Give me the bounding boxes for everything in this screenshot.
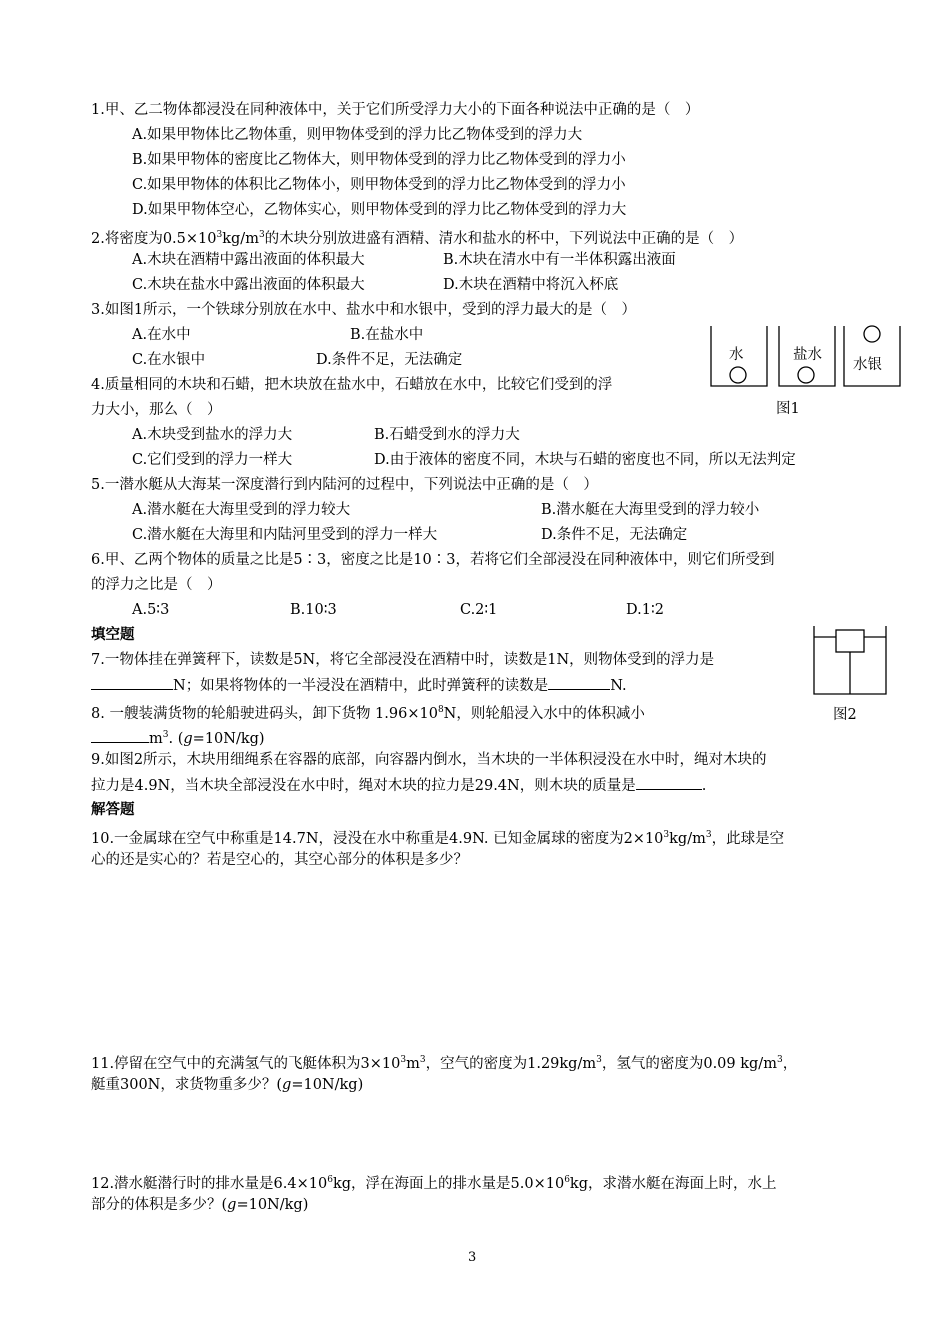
q6-option-d: D.1∶2 <box>626 602 664 618</box>
figure-2-container <box>810 622 890 698</box>
q6-option-c: C.2∶1 <box>460 602 498 618</box>
q2-option-a: A.木块在酒精中露出液面的体积最大 <box>132 252 365 268</box>
q6-option-b: B.10∶3 <box>290 602 337 618</box>
fig2-caption: 图2 <box>833 707 857 723</box>
q2-stem: 2.将密度为$0.5\times 10^3kg/m^3$的木块分别放进盛有酒精、清水和盐水的杯中，下列说法中正确的是（ ） <box>91 230 744 247</box>
q7-line2: N；如果将物体的一半浸没在酒精中，此时弹簧秤的读数是 N. <box>91 676 627 695</box>
q10-line1: 10.一金属球在空气中称重是14.7N，浸没在水中称重是4.9N. 已知金属球的密度为$2\times 10^3kg/m^3$，此球是空 <box>91 830 785 847</box>
q1-stem: 1.甲、乙二物体都浸没在同种液体中，关于它们所受浮力大小的下面各种说法中正确的是（ ） <box>91 102 700 118</box>
q6-option-a: A.5∶3 <box>132 602 170 618</box>
q7-blank-2[interactable] <box>548 676 610 690</box>
q11-line1: 11.停留在空气中的充满氢气的飞艇体积为$3\times 10^3m^3$，空气的密度为$1.29kg/m^3$，氢气的密度为0.09 $kg/m^3$， <box>91 1055 798 1072</box>
q5-option-b: B.潜水艇在大海里受到的浮力较小 <box>541 502 760 518</box>
fig1-label-water: 水 <box>729 347 744 363</box>
q3-option-c: C.在水银中 <box>132 352 206 368</box>
q6-stem-line2: 的浮力之比是（ ） <box>91 577 222 593</box>
q3-option-d: D.条件不足，无法确定 <box>316 352 463 368</box>
fig1-label-mercury: 水银 <box>853 357 882 373</box>
q4-option-a: A.木块受到盐水的浮力大 <box>132 427 293 443</box>
q2-option-d: D.木块在酒精中将沉入杯底 <box>443 277 619 293</box>
section-solve-heading: 解答题 <box>91 802 135 818</box>
q8-blank[interactable] <box>91 729 149 743</box>
q4-stem-line2: 力大小，那么（ ） <box>91 402 222 418</box>
q2-option-c: C.木块在盐水中露出液面的体积最大 <box>132 277 365 293</box>
q3-option-a: A.在水中 <box>132 327 191 343</box>
q4-option-b: B.石蜡受到水的浮力大 <box>374 427 520 443</box>
q1-option-a: A.如果甲物体比乙物体重，则甲物体受到的浮力比乙物体受到的浮力大 <box>132 127 583 143</box>
q4-option-d: D.由于液体的密度不同，木块与石蜡的密度也不同，所以无法判定 <box>374 452 796 468</box>
q6-stem-line1: 6.甲、乙两个物体的质量之比是5∶3，密度之比是10∶3，若将它们全部浸没在同种液体中，则它们所受到 <box>91 552 775 568</box>
q8-line1: 8. 一艘装满货物的轮船驶进码头，卸下货物 $1.96\times 10^8N$，则轮船浸入水中的体积减小 <box>91 705 645 722</box>
q5-stem: 5.一潜水艇从大海某一深度潜行到内陆河的过程中，下列说法中正确的是（ ） <box>91 477 598 493</box>
q7-line1: 7.一物体挂在弹簧秤下，读数是5N，将它全部浸没在酒精中时，读数是1N，则物体受到的浮力是 <box>91 652 715 668</box>
q5-option-a: A.潜水艇在大海里受到的浮力较大 <box>132 502 351 518</box>
q3-option-b: B.在盐水中 <box>350 327 424 343</box>
q7-blank-1[interactable] <box>91 676 173 690</box>
q8-line2: $m^3$. (g=10N/kg) <box>91 726 265 748</box>
page-number: 3 <box>468 1250 477 1265</box>
section-fill-heading: 填空题 <box>91 627 135 643</box>
q12-line2: 部分的体积是多少？(g=10N/kg) <box>91 1197 309 1213</box>
fig1-caption: 图1 <box>776 401 800 417</box>
q4-stem-line1: 4.质量相同的木块和石蜡，把木块放在盐水中，石蜡放在水中，比较它们受到的浮 <box>91 377 613 393</box>
q9-line2: 拉力是4.9N，当木块全部浸没在水中时，绳对木块的拉力是29.4N，则木块的质量是 . <box>91 778 707 794</box>
q1-option-d: D.如果甲物体空心，乙物体实心，则甲物体受到的浮力比乙物体受到的浮力大 <box>132 202 627 218</box>
q1-option-b: B.如果甲物体的密度比乙物体大，则甲物体受到的浮力比乙物体受到的浮力小 <box>132 152 626 168</box>
q5-option-c: C.潜水艇在大海里和内陆河里受到的浮力一样大 <box>132 527 438 543</box>
q5-option-d: D.条件不足，无法确定 <box>541 527 688 543</box>
q3-stem: 3.如图1所示，一个铁球分别放在水中、盐水中和水银中，受到的浮力最大的是（ ） <box>91 302 637 318</box>
q9-line1: 9.如图2所示，木块用细绳系在容器的底部，向容器内倒水，当木块的一半体积浸没在水中时，绳对木块的 <box>91 752 767 768</box>
q9-blank[interactable] <box>636 776 702 790</box>
q1-option-c: C.如果甲物体的体积比乙物体小，则甲物体受到的浮力比乙物体受到的浮力小 <box>132 177 626 193</box>
q10-line2: 心的还是实心的？若是空心的，其空心部分的体积是多少？ <box>91 852 468 868</box>
fig1-label-saltwater: 盐水 <box>793 347 822 363</box>
q2-option-b: B.木块在清水中有一半体积露出液面 <box>443 252 676 268</box>
q11-line2: 艇重300N，求货物重多少？(g=10N/kg) <box>91 1077 364 1093</box>
q12-line1: 12.潜水艇潜行时的排水量是$6.4\times 10^6kg$，浮在海面上的排水量是$5.0\times 10^6kg$，求潜水艇在海面上时，水上 <box>91 1175 777 1192</box>
q4-option-c: C.它们受到的浮力一样大 <box>132 452 293 468</box>
